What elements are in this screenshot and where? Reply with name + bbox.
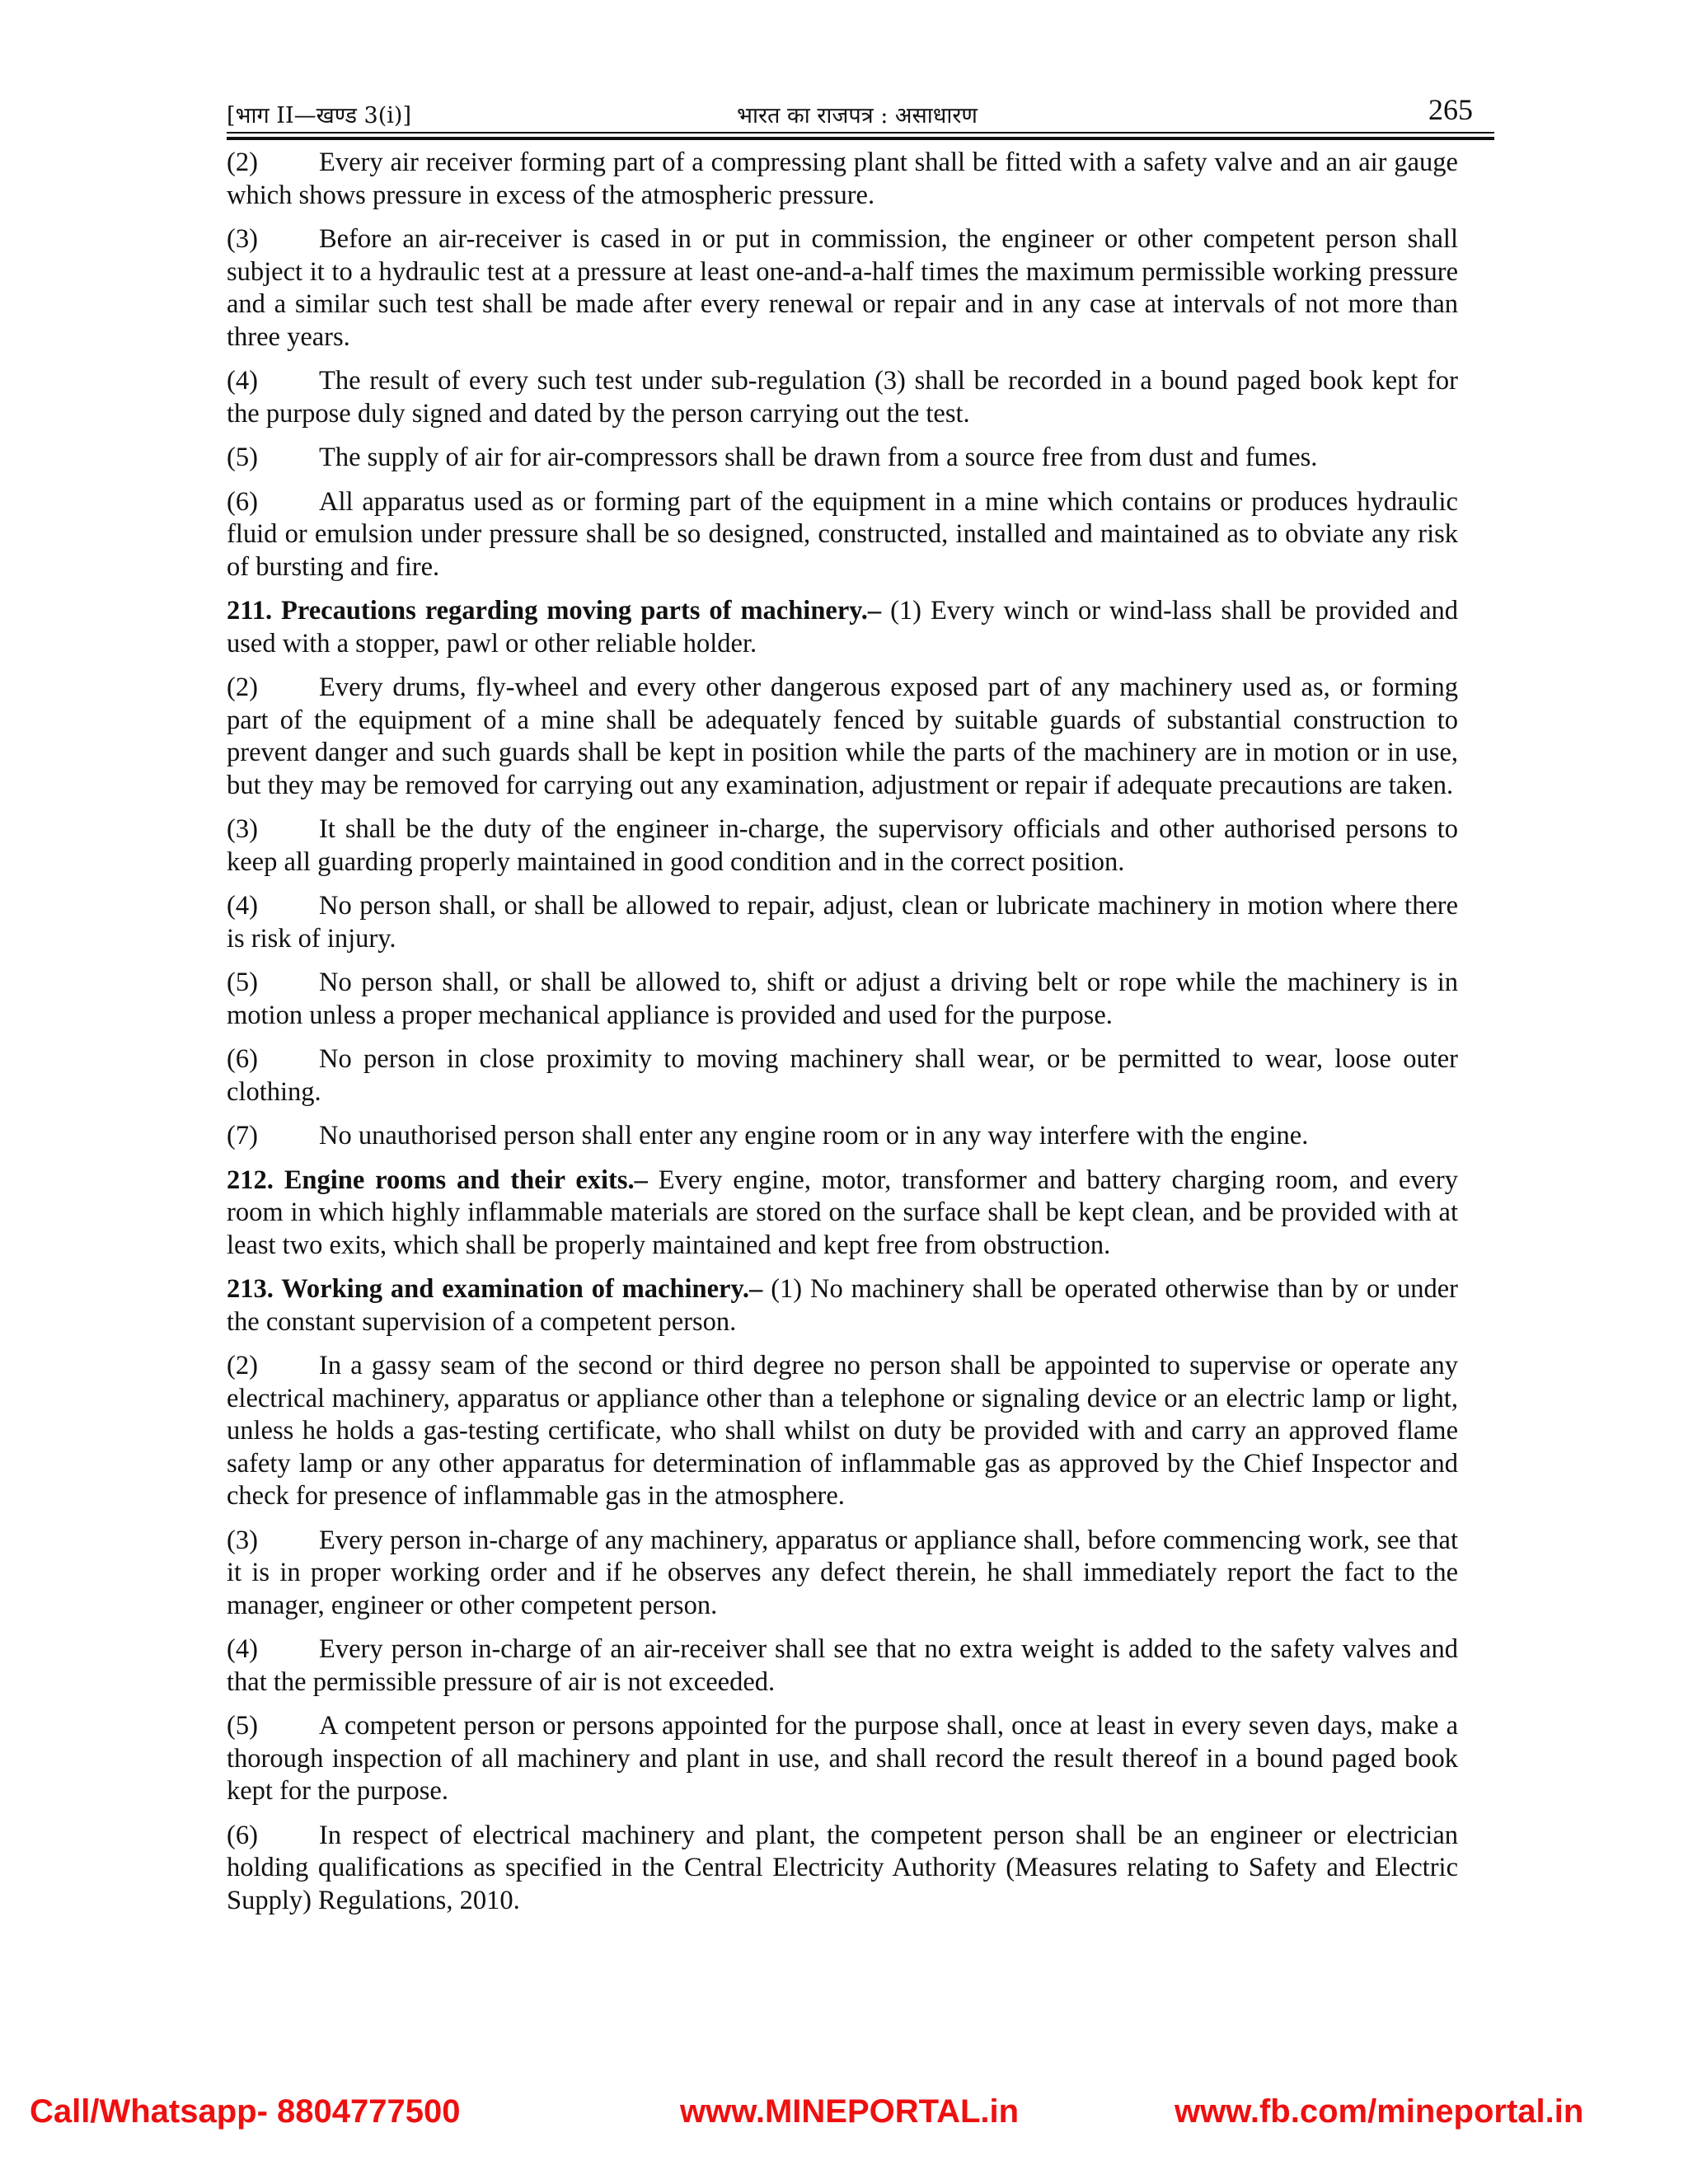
footer-phone[interactable]: Call/Whatsapp- 8804777500: [30, 2093, 461, 2130]
paragraph-text: Before an air-receiver is cased in or put in commission, the engineer or other competent person shall subject it to a hydraulic test at a pressure at least one-and-a-half times the maximum permissible working pressure and a similar such test shall be made after every renewal or repair and in any case at intervals of not more than three years.: [227, 224, 1458, 352]
paragraph-text: In respect of electrical machinery and plant, the competent person shall be an engineer or electrician holding qualifications as specified in the Central Electricity Authority (Measures relating to Safety and Electric Supply) Regulations, 2010.: [227, 1820, 1458, 1915]
paragraph-number: (6): [227, 1820, 258, 1850]
paragraph-number: (4): [227, 366, 258, 396]
paragraph-number: (5): [227, 443, 258, 472]
paragraph-text: (1) Every winch or wind-lass shall be provided and used with a stopper, pawl or other reliable holder.: [227, 596, 1458, 658]
sub-regulation-paragraph: [227, 486, 1458, 584]
paragraph-number: (5): [227, 968, 258, 997]
header-rule-thin: [227, 132, 1494, 134]
sub-regulation-paragraph: [227, 1633, 1458, 1699]
paragraph-number: (4): [227, 891, 258, 921]
paragraph-text: Every person in-charge of an air-receiver shall see that no extra weight is added to the safety valves and that the permissible pressure of air is not exceeded.: [227, 1634, 1458, 1697]
paragraph-text: The result of every such test under sub-regulation (3) shall be recorded in a bound paged book kept for the purpose duly signed and dated by the person carrying out the test.: [227, 366, 1458, 429]
sub-regulation-paragraph: [227, 1525, 1458, 1623]
regulation-heading: 212. Engine rooms and their exits.–: [227, 1165, 648, 1195]
sub-regulation-paragraph: [227, 1350, 1458, 1513]
header-rule-thick: [227, 137, 1494, 140]
sub-regulation-paragraph: [227, 1043, 1458, 1108]
footer-website-link[interactable]: www.MINEPORTAL.in: [680, 2093, 1020, 2130]
paragraph-number: (6): [227, 486, 258, 517]
sub-regulation-paragraph: [227, 1710, 1458, 1808]
paragraph-number: (4): [227, 1634, 258, 1664]
regulation-heading-paragraph: [227, 595, 1458, 660]
header-section-label: [भाग II—खण्ड 3(i)]: [227, 103, 411, 129]
paragraph-number: (2): [227, 1351, 258, 1380]
paragraph-text: No person in close proximity to moving machinery shall wear, or be permitted to wear, loose outer clothing.: [227, 1044, 1458, 1107]
paragraph-text: The supply of air for air-compressors shall be drawn from a source free from dust and fumes.: [319, 443, 1318, 472]
paragraph-text: No person shall, or shall be allowed to, shift or adjust a driving belt or rope while the machinery is in motion unless a proper mechanical appliance is provided and used for the purpose.: [227, 968, 1458, 1030]
paragraph-number: (6): [227, 1044, 258, 1074]
sub-regulation-paragraph: [227, 1820, 1458, 1918]
paragraph-number: (3): [227, 224, 258, 254]
paragraph-text: It shall be the duty of the engineer in-charge, the supervisory officials and other authorised persons to keep all guarding properly maintained in good condition and in the correct position.: [227, 814, 1458, 877]
paragraph-number: (3): [227, 1525, 258, 1555]
paragraph-text: Every engine, motor, transformer and battery charging room, and every room in which highly inflammable materials are stored on the surface shall be kept clean, and be provided with at least two exits, which shall be properly maintained and kept free from obstruction.: [227, 1165, 1458, 1260]
paragraph-number: (2): [227, 148, 258, 177]
paragraph-number: (7): [227, 1121, 258, 1151]
sub-regulation-paragraph: [227, 967, 1458, 1032]
paragraph-number: (3): [227, 814, 258, 844]
paragraph-text: No unauthorised person shall enter any engine room or in any way interfere with the engine.: [319, 1121, 1309, 1151]
sub-regulation-paragraph: [227, 672, 1458, 802]
regulation-heading: 213. Working and examination of machinery.–: [227, 1274, 763, 1304]
paragraph-number: (5): [227, 1711, 258, 1741]
sub-regulation-paragraph: [227, 223, 1458, 354]
paragraph-text: No person shall, or shall be allowed to repair, adjust, clean or lubricate machinery in motion where there is risk of injury.: [227, 891, 1458, 954]
paragraph-text: Every air receiver forming part of a compressing plant shall be fitted with a safety valve and an air gauge which shows pressure in excess of the atmospheric pressure.: [227, 148, 1458, 210]
page-number: 265: [1428, 93, 1473, 126]
paragraph-text: In a gassy seam of the second or third degree no person shall be appointed to supervise or operate any electrical machinery, apparatus or appliance other than a telephone or signaling device or an electric lamp or light, unless he holds a gas-testing certificate, who shall whilst on duty be provided with and carry an approved flame safety lamp or any other apparatus for determination of inflammable gas as approved by the Chief Inspector and check for presence of inflammable gas in the atmosphere.: [227, 1351, 1458, 1511]
regulation-heading-paragraph: [227, 1273, 1458, 1338]
regulation-heading-paragraph: [227, 1165, 1458, 1263]
regulation-heading: 211. Precautions regarding moving parts of machinery.–: [227, 596, 882, 626]
sub-regulation-paragraph: [227, 1120, 1458, 1153]
paragraph-text: (1) No machinery shall be operated otherwise than by or under the constant supervision of a competent person.: [227, 1274, 1458, 1337]
sub-regulation-paragraph: [227, 813, 1458, 879]
footer-banner: [0, 2093, 1688, 2151]
paragraph-text: A competent person or persons appointed for the purpose shall, once at least in every seven days, make a thorough inspection of all machinery and plant in use, and shall record the result thereof in a bound paged book kept for the purpose.: [227, 1711, 1458, 1806]
sub-regulation-paragraph: [227, 442, 1458, 475]
page-header: [227, 92, 1488, 132]
paragraph-text: Every person in-charge of any machinery, apparatus or appliance shall, before commencing work, see that it is in proper working order and if he observes any defect therein, he shall immediately report the fact to the manager, engineer or other competent person.: [227, 1525, 1458, 1620]
header-gazette-title: भारत का राजपत्र : असाधारण: [737, 103, 978, 129]
paragraph-number: (2): [227, 673, 258, 702]
paragraph-text: Every drums, fly-wheel and every other dangerous exposed part of any machinery used as, or forming part of the equipment of a mine shall be adequately fenced by suitable guards of substantial construction to prevent danger and such guards shall be kept in position while the parts of the machinery are in motion or in use, but they may be removed for carrying out any examination, adjustment or repair if adequate precautions are taken.: [227, 673, 1458, 800]
regulation-text: [227, 147, 1458, 1929]
sub-regulation-paragraph: [227, 890, 1458, 955]
sub-regulation-paragraph: [227, 365, 1458, 430]
sub-regulation-paragraph: [227, 147, 1458, 212]
paragraph-text: All apparatus used as or forming part of the equipment in a mine which contains or produces hydraulic fluid or emulsion under pressure shall be so designed, constructed, installed and maintained as to obviate any risk of bursting and fire.: [227, 486, 1458, 582]
footer-facebook-link[interactable]: www.fb.com/mineportal.in: [1175, 2093, 1584, 2130]
